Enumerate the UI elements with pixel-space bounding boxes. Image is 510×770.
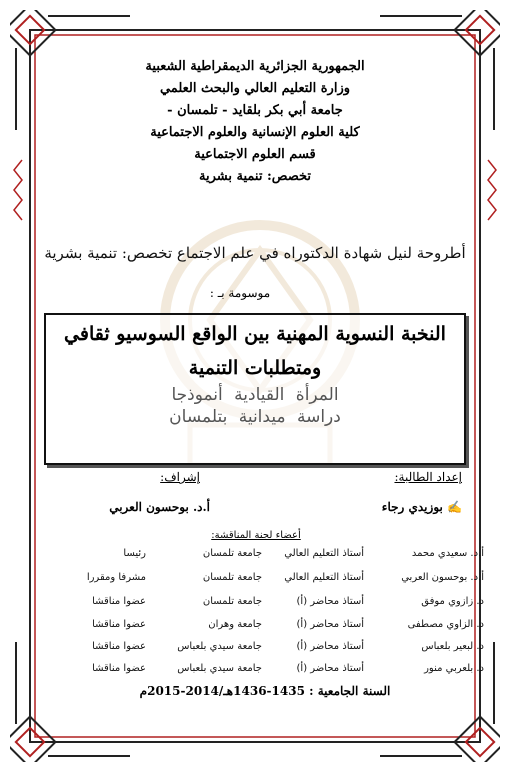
jury-university: جامعة تلمسان (202, 596, 262, 607)
jury-row (34, 641, 484, 655)
student-name (382, 500, 462, 514)
jury-rank: أستاذ محاضر (أ) (296, 596, 364, 607)
title-line-1: النخبة النسوية المهنية بين الواقع السوسيو ثقافي (64, 323, 446, 345)
jury-university: جامعة تلمسان (202, 548, 262, 559)
jury-role: عضوا مناقشا (92, 663, 146, 674)
title-line-4: دراسة ميدانية بتلمسان (169, 407, 341, 427)
ministry-name: وزارة التعليم العالي والبحث العلمي (159, 81, 351, 96)
jury-university: جامعة وهران (208, 619, 262, 630)
jury-role: مشرفا ومقررا (86, 572, 146, 583)
faculty-name: كلية العلوم الإنسانية والعلوم الاجتماعية (150, 125, 360, 140)
jury-rank: أستاذ محاضر (أ) (296, 663, 364, 674)
jury-role: رئيسا (123, 548, 146, 559)
titled-label: موسومة بـ : (209, 286, 271, 300)
title-line-2: ومتطلبات التنمية (188, 357, 322, 379)
supervisor-name: أ.د. بوحسون العربي (109, 500, 210, 514)
jury-row (34, 572, 484, 586)
country-name: الجمهورية الجزائرية الديمقراطية الشعبية (145, 59, 365, 74)
corner-ornament-bottom-left (10, 642, 130, 762)
jury-name: د. الزاوي مصطفى (407, 619, 484, 630)
student-name-text: بوزيدي رجاء (381, 500, 443, 514)
prepared-by-label: إعداد الطالبة: (394, 470, 462, 484)
jury-rank: أستاذ التعليم العالي (284, 572, 364, 583)
jury-row (34, 596, 484, 610)
jury-university: جامعة سيدي بلعباس (177, 641, 262, 652)
pen-icon: ✍ (447, 500, 462, 514)
jury-role: عضوا مناقشا (92, 641, 146, 652)
jury-university: جامعة سيدي بلعباس (177, 663, 262, 674)
jury-role: عضوا مناقشا (92, 596, 146, 607)
thesis-statement: أطروحة لنيل شهادة الدكتوراه في علم الاجتماع تخصص: تنمية بشرية (44, 244, 466, 262)
title-box (44, 313, 466, 465)
jury-name: أ.د. سعيدي محمد (411, 548, 484, 559)
jury-row (34, 619, 484, 633)
jury-name: د. زازوي موفق (421, 596, 484, 607)
jury-name: د. لبعير بلعباس (421, 641, 484, 652)
jury-title: أعضاء لجنة المناقشة: (211, 530, 301, 541)
supervision-label: إشراف: (160, 470, 200, 484)
jury-university: جامعة تلمسان (202, 572, 262, 583)
university-name: جامعة أبي بكر بلقايد - تلمسان - (167, 103, 343, 118)
jury-row (34, 663, 484, 677)
jury-row (34, 548, 484, 562)
right-side-ornament (488, 160, 496, 220)
institution-header (36, 56, 474, 188)
jury-name: أ.د. بوحسون العربي (401, 572, 484, 583)
corner-ornament-bottom-right (380, 642, 500, 762)
jury-rank: أستاذ محاضر (أ) (296, 641, 364, 652)
jury-rank: أستاذ محاضر (أ) (296, 619, 364, 630)
title-line-3: المرأة القيادية أنموذجا (171, 385, 339, 405)
jury-name: د. بلعربي منور (424, 663, 484, 674)
specialty: تخصص: تنمية بشرية (199, 169, 311, 184)
left-side-ornament (14, 160, 22, 220)
department-name: قسم العلوم الاجتماعية (194, 147, 316, 162)
academic-year: السنة الجامعية : 1435-1436هـ/2014-2015م (139, 684, 391, 698)
jury-rank: أستاذ التعليم العالي (284, 548, 364, 559)
jury-role: عضوا مناقشا (92, 619, 146, 630)
